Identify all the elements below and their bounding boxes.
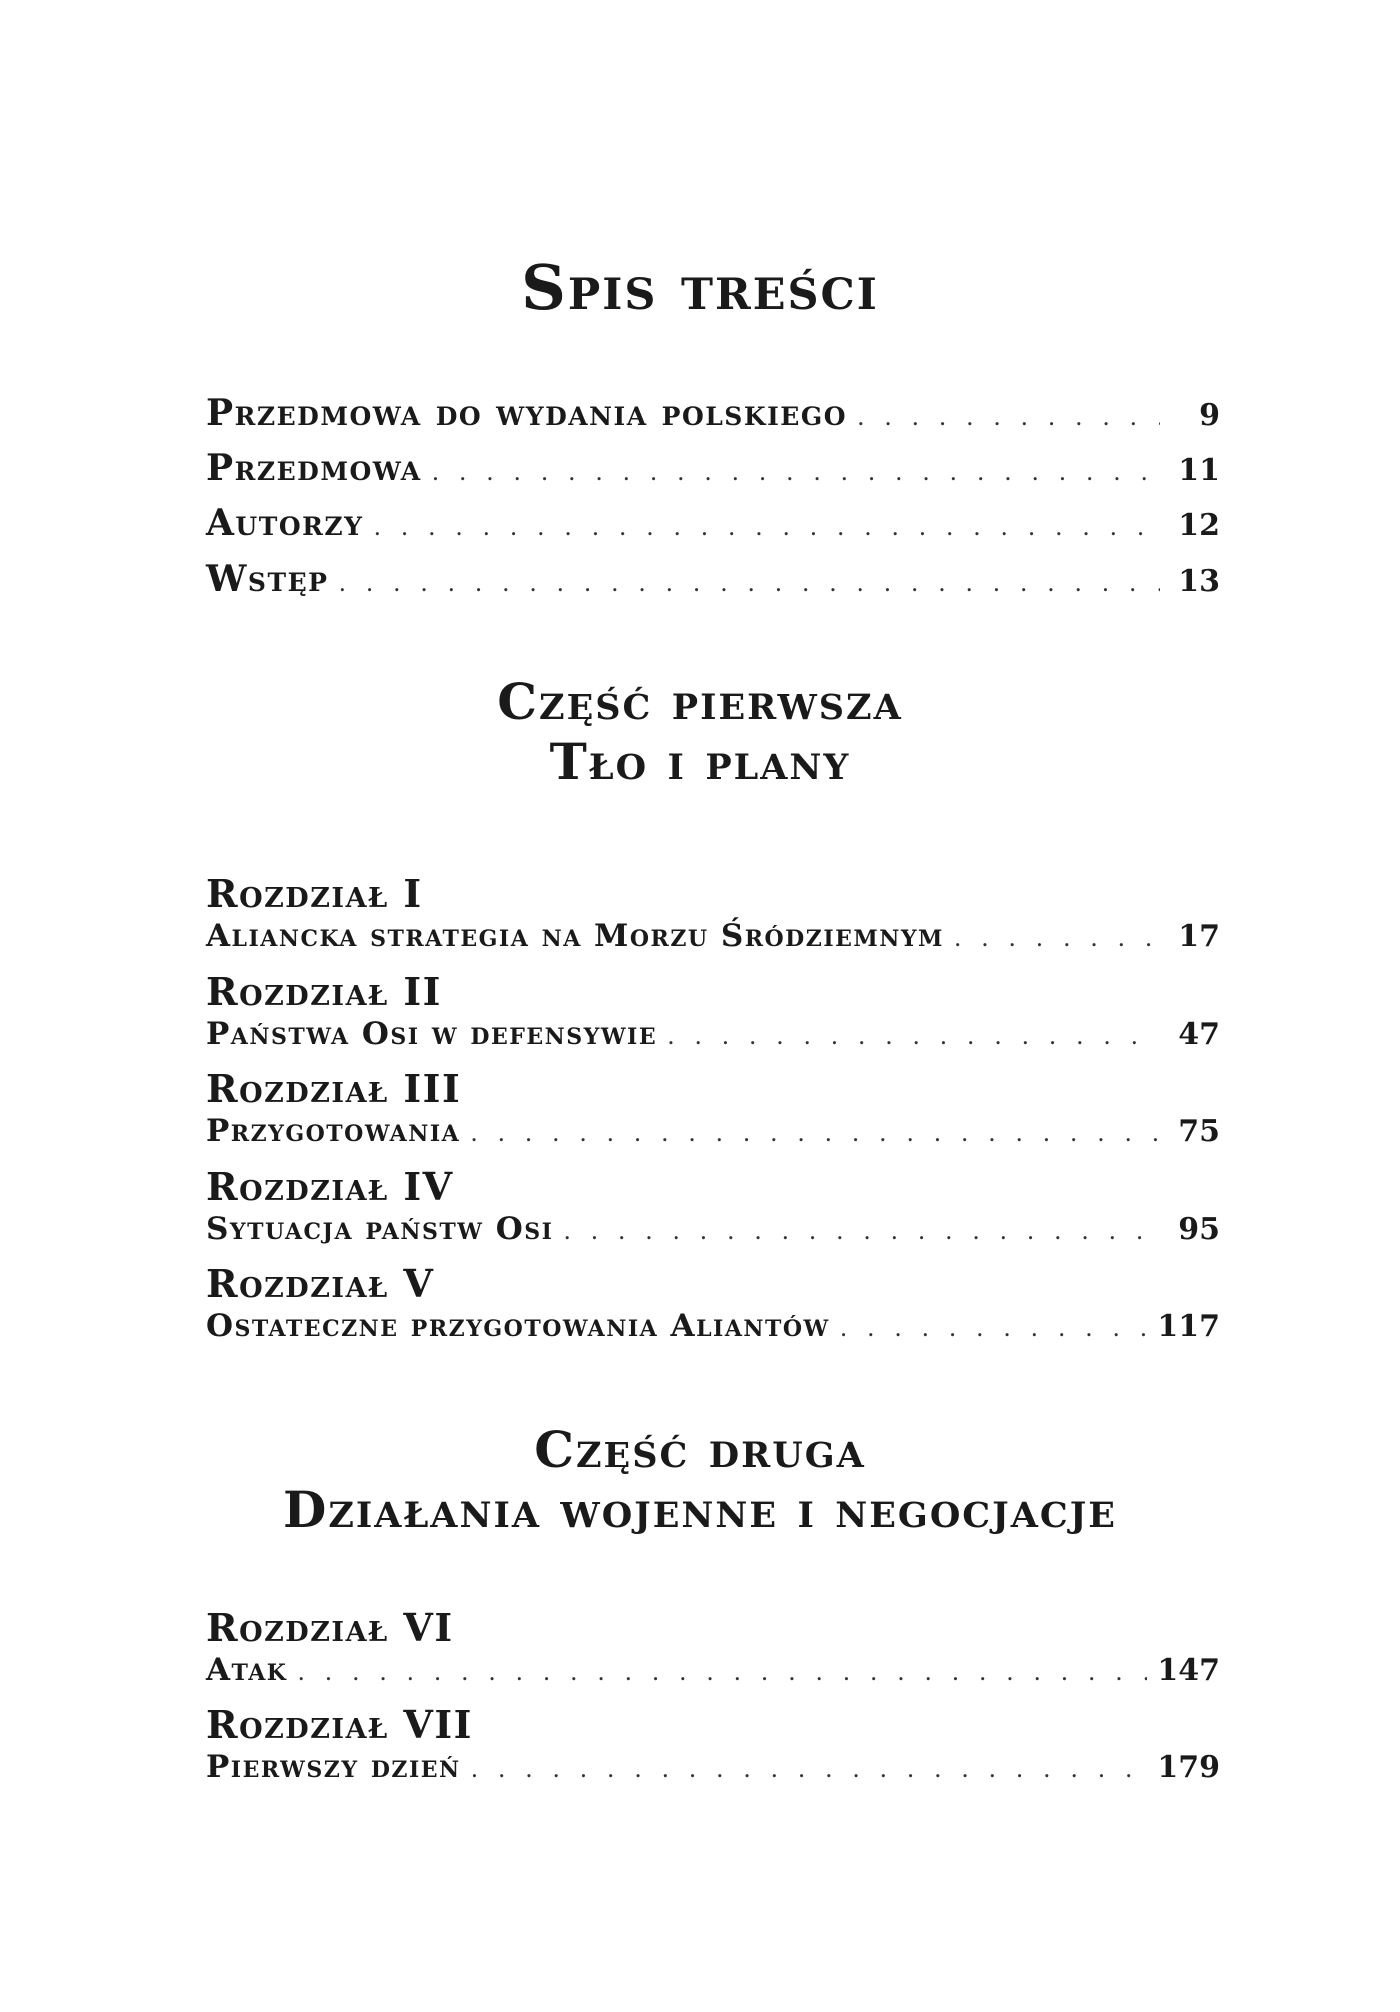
dot-leader [563, 1217, 1160, 1245]
toc-entry-chapter-5 [206, 1308, 1220, 1352]
toc-entry-page: 179 [1157, 1750, 1220, 1785]
part-title-line-2: Działania wojenne i negocjacje [283, 1480, 1117, 1539]
toc-entry-label: Ostateczne przygotowania Aliantów [206, 1308, 830, 1344]
toc-entry-chapter-1 [206, 918, 1220, 962]
toc-entry-label: Przedmowa do wydania polskiego [206, 392, 847, 434]
toc-entry-chapter-6 [206, 1652, 1220, 1696]
toc-entry-page: 47 [1178, 1017, 1220, 1052]
toc-entry-chapter-4 [206, 1211, 1220, 1255]
chapter-heading: Rozdział VI [206, 1605, 454, 1650]
toc-entry-page: 95 [1178, 1212, 1220, 1247]
toc-entry-page: 17 [1178, 919, 1220, 954]
toc-entry-front-3 [206, 502, 1220, 546]
dot-leader [667, 1022, 1160, 1050]
chapter-heading: Rozdział IV [206, 1164, 454, 1209]
part-title-line-1: Część druga [534, 1420, 866, 1479]
toc-entry-label: Wstęp [206, 558, 329, 600]
dot-leader [470, 1119, 1160, 1147]
chapter-heading: Rozdział III [206, 1066, 462, 1111]
page-title: Spis treści [521, 251, 879, 324]
toc-entry-label: Przygotowania [206, 1113, 461, 1149]
dot-leader [374, 513, 1161, 541]
dot-leader [432, 458, 1160, 486]
toc-entry-label: Autorzy [206, 502, 364, 544]
toc-entry-chapter-7 [206, 1749, 1220, 1793]
toc-entry-front-1 [206, 392, 1220, 436]
toc-entry-label: Przedmowa [206, 447, 422, 489]
dot-leader [297, 1658, 1147, 1686]
toc-entry-page: 147 [1157, 1653, 1220, 1688]
chapter-heading: Rozdział V [206, 1261, 435, 1306]
toc-entry-front-2 [206, 447, 1220, 491]
dot-leader [857, 403, 1160, 431]
part-title-line-1: Część pierwsza [497, 672, 903, 731]
dot-leader [840, 1314, 1148, 1342]
toc-entry-label: Aliancka strategia na Morzu Śródziemnym [206, 918, 944, 954]
chapter-heading: Rozdział II [206, 969, 442, 1014]
toc-entry-front-4 [206, 558, 1220, 602]
toc-entry-label: Sytuacja państw Osi [206, 1211, 554, 1247]
toc-entry-chapter-3 [206, 1113, 1220, 1157]
part-title-2 [0, 1420, 1400, 1540]
toc-entry-page: 117 [1157, 1309, 1220, 1344]
toc-entry-page: 13 [1178, 564, 1220, 599]
toc-entry-page: 75 [1178, 1114, 1220, 1149]
part-title-1 [0, 672, 1400, 792]
toc-entry-chapter-2 [206, 1016, 1220, 1060]
chapter-heading: Rozdział I [206, 871, 423, 916]
part-title-line-2: Tło i plany [549, 732, 851, 791]
chapter-heading: Rozdział VII [206, 1702, 473, 1747]
dot-leader [338, 569, 1160, 597]
dot-leader [471, 1755, 1148, 1783]
toc-entry-page: 9 [1199, 398, 1220, 433]
dot-leader [954, 924, 1160, 952]
toc-entry-label: Państwa Osi w defensywie [206, 1016, 658, 1052]
toc-entry-label: Pierwszy dzień [206, 1749, 461, 1785]
toc-entry-page: 11 [1178, 453, 1220, 488]
toc-entry-label: Atak [206, 1652, 288, 1688]
toc-entry-page: 12 [1178, 508, 1220, 543]
